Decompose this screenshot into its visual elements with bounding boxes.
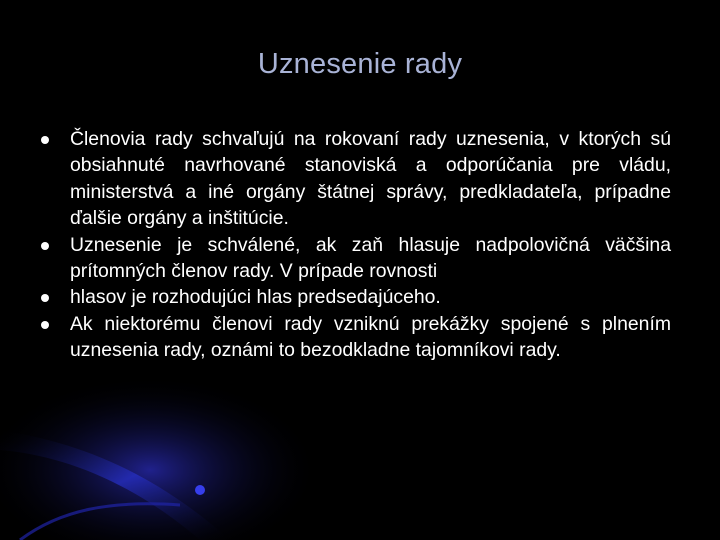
list-item bbox=[40, 232, 671, 285]
slide-title: Uznesenie rady bbox=[257, 48, 463, 80]
bullet-icon bbox=[41, 294, 49, 302]
list-item bbox=[40, 311, 671, 364]
list-item bbox=[40, 284, 671, 310]
list-item-text: Uznesenie je schválené, ak zaň hlasuje nadpolovičná väčšina prítomných členov rady. V prípade rovnosti bbox=[70, 233, 671, 283]
bullet-icon bbox=[41, 321, 49, 329]
bullet-icon bbox=[41, 242, 49, 250]
list-item bbox=[40, 126, 671, 232]
list-item-text: hlasov je rozhodujúci hlas predsedajúceho. bbox=[70, 286, 441, 309]
list-item-text: Členovia rady schvaľujú na rokovaní rady uznesenia, v ktorých sú obsiahnuté navrhované stanoviská a odporúčania pre vládu, ministerstvá a iné orgány štátnej správy, predkladateľa, prípadne ďalšie orgány a inštitúcie. bbox=[70, 128, 671, 230]
bullet-list bbox=[40, 126, 671, 364]
bullet-icon bbox=[41, 136, 49, 144]
list-item-text: Ak niektorému členovi rady vzniknú prekážky spojené s plnením uznesenia rady, oznámi to bezodkladne tajomníkovi rady. bbox=[70, 312, 671, 362]
